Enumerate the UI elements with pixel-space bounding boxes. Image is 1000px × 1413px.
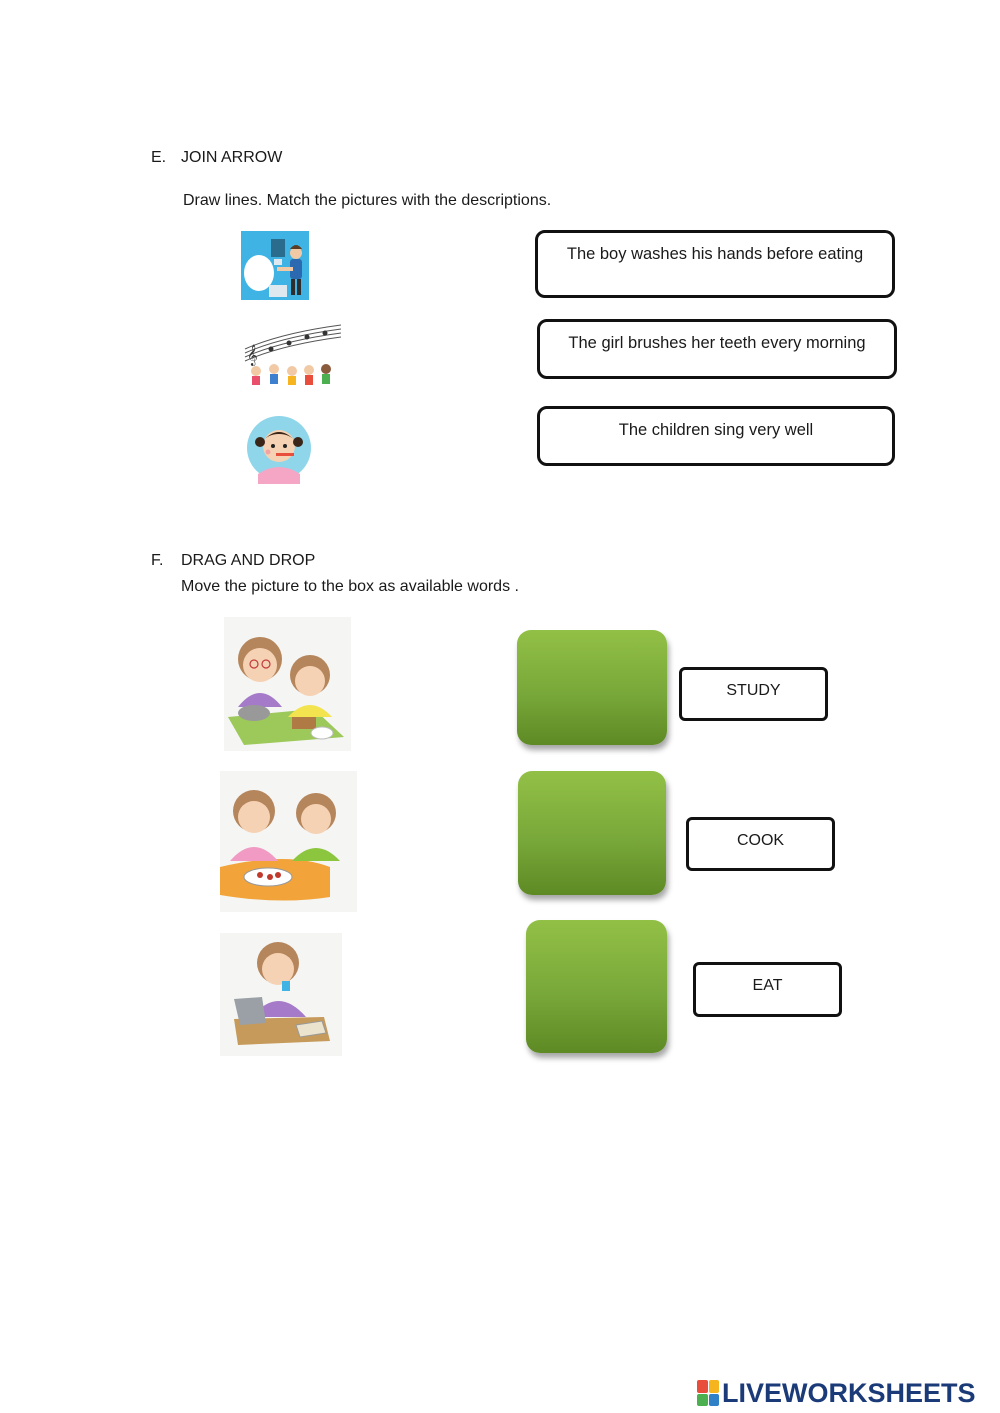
- section-f-letter: F.: [151, 552, 164, 569]
- svg-text:𝄞: 𝄞: [247, 345, 258, 366]
- word-label-study: STUDY: [726, 682, 781, 699]
- description-box-1[interactable]: [535, 230, 895, 298]
- description-text-1: The boy washes his hands before eating: [566, 245, 864, 263]
- cooking-picture[interactable]: [224, 617, 351, 751]
- drop-zone-1[interactable]: [517, 630, 667, 745]
- section-f-title: DRAG AND DROP: [181, 552, 316, 569]
- liveworksheets-logo-text: LIVEWORKSHEETS: [722, 1377, 976, 1408]
- word-label-cook: COOK: [736, 832, 785, 849]
- word-box-study: [679, 667, 828, 721]
- description-text-2: The girl brushes her teeth every morning: [568, 334, 866, 352]
- word-box-eat: [693, 962, 842, 1017]
- children-singing-picture[interactable]: [241, 319, 344, 390]
- description-text-3: The children sing very well: [618, 421, 814, 439]
- description-box-3[interactable]: [537, 406, 895, 466]
- handwashing-picture[interactable]: [241, 231, 309, 300]
- liveworksheets-logo-icon: [697, 1380, 719, 1406]
- word-label-eat: EAT: [752, 977, 783, 994]
- section-e-letter: E.: [151, 149, 167, 166]
- studying-picture[interactable]: [220, 933, 342, 1056]
- section-e-instruction: Draw lines. Match the pictures with the descriptions.: [183, 192, 552, 209]
- eating-picture[interactable]: [220, 771, 357, 912]
- drop-zone-2[interactable]: [518, 771, 666, 895]
- description-box-2[interactable]: [537, 319, 897, 379]
- section-e-title: JOIN ARROW: [181, 149, 283, 166]
- girl-brushing-teeth-picture[interactable]: [246, 412, 316, 484]
- drop-zone-3[interactable]: [526, 920, 667, 1053]
- word-box-cook: [686, 817, 835, 871]
- liveworksheets-logo[interactable]: [697, 1378, 976, 1408]
- section-f-instruction: Move the picture to the box as available words .: [181, 578, 519, 595]
